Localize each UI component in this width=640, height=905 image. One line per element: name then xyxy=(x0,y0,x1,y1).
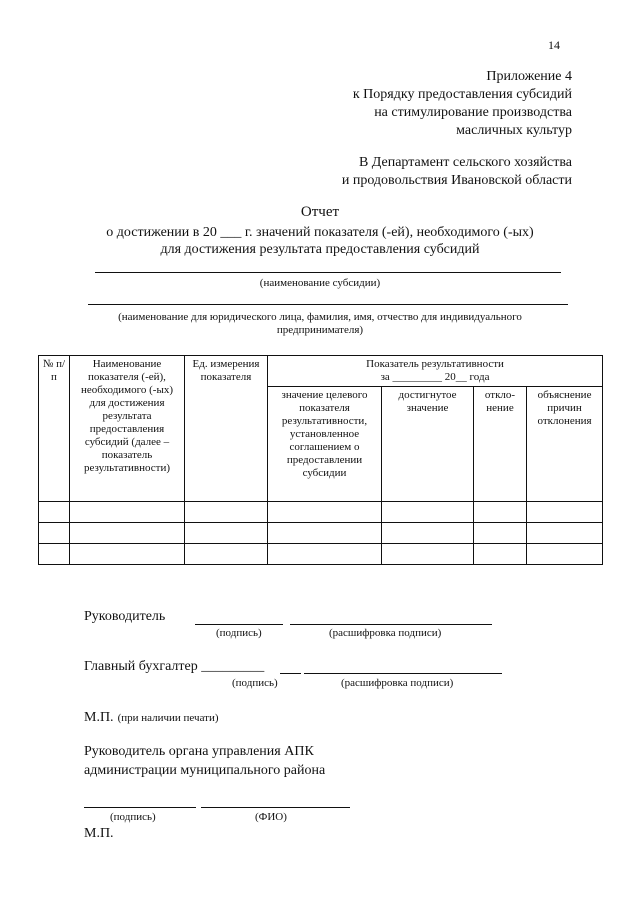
report-title: Отчет xyxy=(300,204,340,220)
header-num: № п/п xyxy=(39,356,70,502)
table-cell[interactable] xyxy=(527,544,603,565)
header-group-period: за _________ 20__ года xyxy=(380,371,490,383)
table-cell[interactable] xyxy=(474,544,527,565)
table-cell[interactable] xyxy=(185,544,268,565)
table-cell[interactable] xyxy=(382,523,474,544)
accountant-signature-line xyxy=(280,673,301,674)
final-stamp-label: М.П. xyxy=(84,826,114,841)
table-cell[interactable] xyxy=(268,502,382,523)
table-row xyxy=(39,502,603,523)
accountant-name-caption: (расшифровка подписи) xyxy=(341,677,454,689)
table-cell[interactable] xyxy=(527,523,603,544)
table-cell[interactable] xyxy=(527,502,603,523)
apk-fio-line xyxy=(201,807,350,808)
subsidy-name-caption: (наименование субсидии) xyxy=(259,277,381,289)
table-cell[interactable] xyxy=(70,544,185,565)
apk-signature-caption: (подпись) xyxy=(110,811,156,823)
appendix-block xyxy=(353,68,572,140)
head-signature-line xyxy=(195,624,283,625)
table-row xyxy=(39,544,603,565)
header-group-title: Показатель результативности xyxy=(366,358,504,370)
table-cell[interactable] xyxy=(268,544,382,565)
table-cell[interactable] xyxy=(39,523,70,544)
table-cell[interactable] xyxy=(70,523,185,544)
apk-head-line-1: Руководитель органа управления АПК xyxy=(84,744,314,759)
table-cell[interactable] xyxy=(39,544,70,565)
subtitle-line-1: о достижении в 20 ___ г. значений показателя (-ей), необходимого (-ых) xyxy=(106,225,534,240)
stamp-note: (при наличии печати) xyxy=(117,712,219,724)
table-cell[interactable] xyxy=(382,544,474,565)
appendix-line-4: масличных культур xyxy=(456,123,572,138)
apk-signature-line xyxy=(84,807,196,808)
header-achieved-value: достигнутое значение xyxy=(382,387,474,502)
table-cell[interactable] xyxy=(185,502,268,523)
report-subtitle xyxy=(0,224,640,258)
entity-name-caption xyxy=(0,311,640,337)
apk-fio-caption: (ФИО) xyxy=(255,811,287,823)
head-label: Руководитель xyxy=(84,609,166,624)
table-cell[interactable] xyxy=(382,502,474,523)
head-signature-caption: (подпись) xyxy=(216,627,262,639)
head-name-line xyxy=(290,624,492,625)
entity-caption-line-2: предпринимателя) xyxy=(276,324,364,336)
accountant-signature-caption: (подпись) xyxy=(232,677,278,689)
header-explanation: объяснение причин отклонения xyxy=(527,387,603,502)
table-cell[interactable] xyxy=(268,523,382,544)
appendix-line-1: Приложение 4 xyxy=(486,69,572,84)
recipient-line-1: В Департамент сельского хозяйства xyxy=(358,155,572,170)
head-name-caption: (расшифровка подписи) xyxy=(329,627,442,639)
recipient-line-2: и продовольствия Ивановской области xyxy=(341,173,572,188)
subsidy-name-line xyxy=(95,272,561,273)
recipient-block xyxy=(342,154,572,190)
apk-head-line-2: администрации муниципального района xyxy=(84,763,326,778)
table-cell[interactable] xyxy=(39,502,70,523)
table-cell[interactable] xyxy=(474,523,527,544)
table-cell[interactable] xyxy=(474,502,527,523)
header-indicator-group xyxy=(268,356,603,387)
entity-caption-line-1: (наименование для юридического лица, фамилия, имя, отчество для индивидуального xyxy=(118,311,522,323)
table-cell[interactable] xyxy=(70,502,185,523)
header-indicator-name: Наименование показателя (-ей), необходимого (-ых) для достижения результата предоставления субсидий (далее – показатель результативности) xyxy=(70,356,185,502)
header-unit: Ед. измерения показателя xyxy=(185,356,268,502)
page-number: 14 xyxy=(548,38,560,52)
entity-name-line xyxy=(88,304,568,305)
table-row xyxy=(39,523,603,544)
table-cell[interactable] xyxy=(185,523,268,544)
accountant-name-line xyxy=(304,673,502,674)
table-header-row-1 xyxy=(39,356,603,387)
accountant-label: Главный бухгалтер _________ xyxy=(84,659,265,674)
appendix-line-3: на стимулирование производства xyxy=(374,105,572,120)
apk-head-block xyxy=(84,742,325,780)
report-table xyxy=(38,355,603,565)
stamp-label: М.П. xyxy=(84,710,114,725)
header-target-value: значение целевого показателя результативности, установленное соглашением о предоставлении субсидии xyxy=(268,387,382,502)
stamp-line xyxy=(84,708,219,726)
subtitle-line-2: для достижения результата предоставления субсидий xyxy=(160,242,480,257)
header-deviation: откло-нение xyxy=(474,387,527,502)
appendix-line-2: к Порядку предоставления субсидий xyxy=(352,87,572,102)
